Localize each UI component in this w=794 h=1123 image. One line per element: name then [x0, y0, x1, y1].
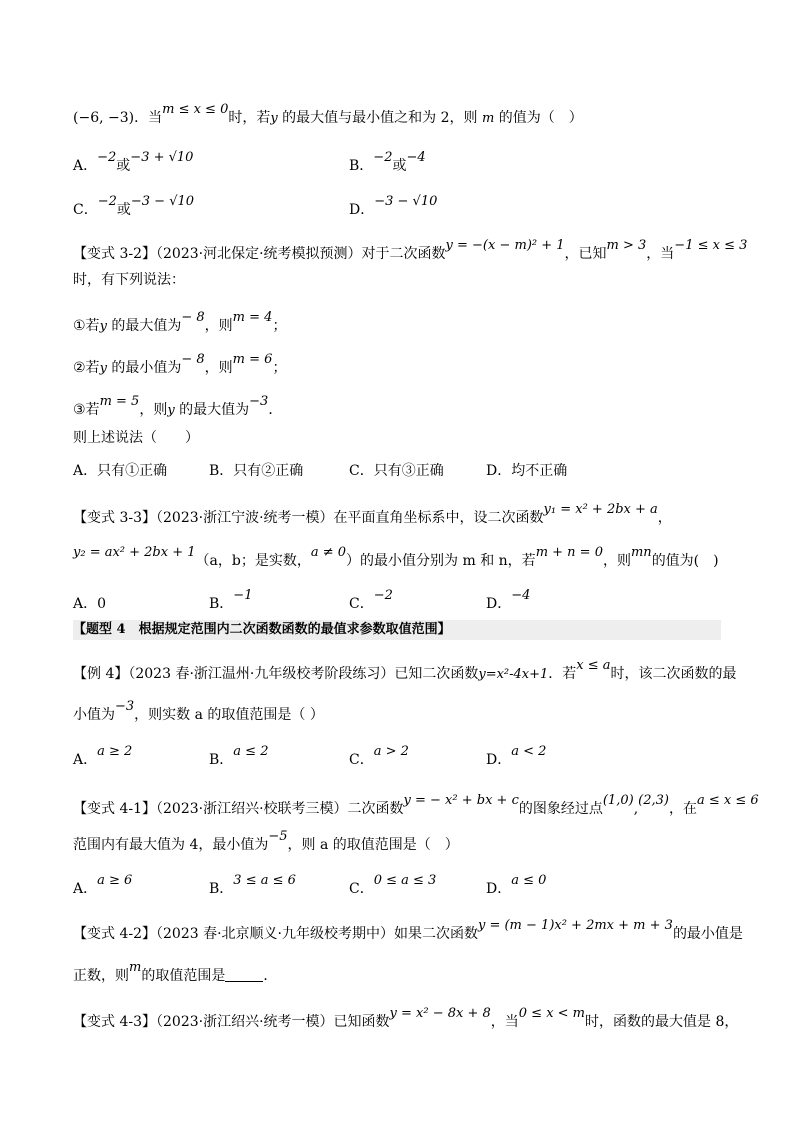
- question-3-3: 【变式 3-3】（2023·浙江宁波·统考一模）在平面直角坐标系中，设二次函数y₁ = x² + 2bx + a，: [73, 502, 672, 526]
- statement-1: ①若y 的最大值为− 8，则m = 4；: [73, 310, 287, 334]
- statement-2: ②若y 的最小值为− 8，则m = 6；: [73, 352, 287, 376]
- option-b[interactable]: B．只有②正确: [209, 463, 304, 479]
- function-math: y = x² − 8x + 8: [389, 1006, 491, 1021]
- question-4-2-line2: 正数，则m的取值范围是 ．: [73, 960, 278, 984]
- option-d[interactable]: D．a < 2: [486, 744, 547, 768]
- option-b[interactable]: B．a ≤ 2: [209, 744, 269, 768]
- option-b[interactable]: B．−1: [209, 588, 253, 612]
- option-a[interactable]: A．a ≥ 6: [73, 873, 133, 897]
- question-4-3: 【变式 4-3】（2023·浙江绍兴·统考一模）已知函数y = x² − 8x + 8，当0 ≤ x < m时，函数的最大值是 8，: [73, 1006, 739, 1030]
- option-d[interactable]: D．−4: [486, 588, 531, 612]
- function-math: y=x²-4x+1: [478, 667, 549, 682]
- section-header: 【题型 4 根据规定范围内二次函数函数的最值求参数取值范围】: [73, 620, 721, 640]
- option-a[interactable]: A．a ≥ 2: [73, 744, 133, 768]
- condition-math: m ≤ x ≤ 0: [162, 102, 229, 117]
- option-d[interactable]: D．均不正确: [486, 463, 568, 479]
- question-3-2: 【变式 3-2】（2023·河北保定·统考模拟预测）对于二次函数y = −(x − m)² + 1，已知m > 3，当−1 ≤ x ≤ 3: [73, 238, 748, 262]
- function-math: y = (m − 1)x² + 2mx + m + 3: [477, 918, 673, 933]
- option-d[interactable]: D．−3 − √10: [349, 194, 438, 218]
- statement-3: ③若m = 5，则y 的最大值为−3．: [73, 394, 283, 418]
- option-c[interactable]: C．−2: [349, 588, 393, 612]
- question-tag: 【例 4】: [73, 666, 129, 682]
- document-page: (−6, −3)．当m ≤ x ≤ 0时，若y 的最大值与最小值之和为 2，则 m 的值为（ ） A．−2或−3 + √10 B．−2或−4 C．−2或−3 − √10 D．−3 − √10 【变式 3-2】（2023·河北保定·统考模拟预测）对于二次函数y = −(x − m)² + 1，已知m > 3，当−1 ≤ x ≤ 3 时，有下列说法： ①若y 的最大值为− 8，则m = 4； ②若y 的最小值为− 8，则m = 6； ③若m = 5，则y 的最大值为−3． 则上述说法（ ） A．只有①正确 B．只有②正确 C．只有③正确 D．均不正确 【变式 3-3】（2023·浙江宁波·统考一模）在平面直角坐标系中，设二次函数y₁ = x² + 2bx + a， y₂ = ax² + 2bx + 1（a，b；是实数，a ≠ 0）的最小值分别为 m 和 n，若m + n = 0，则mn的值为( ) A．0 B．−1 C．−2 D．−4 【题型 4 根据规定范围内二次函数函数的最值求参数取值范围】 【例 4】（2023 春·浙江温州·九年级校考阶段练习）已知二次函数y=x²-4x+1．若x ≤ a时，该二次函数的最 小值为−3，则实数 a 的取值范围是（ ） A．a ≥ 2 B．a ≤ 2 C．a > 2 D．a < 2 【变式 4-1】（2023·浙江绍兴·校联考三模）二次函数y = − x² + bx + c的图象经过点(1,0),(2,3)，在a ≤ x ≤ 6 范围内有最大值为 4，最小值为−5，则 a 的取值范围是（ ） A．a ≥ 6 B．3 ≤ a ≤ 6 C．0 ≤ a ≤ 3 D．a ≤ 0 【变式 4-2】（2023 春·北京顺义·九年级校考期中）如果二次函数y = (m − 1)x² + 2mx + m + 3的最小值是 正数，则m的取值范围是 ． 【变式 4-3】（2023·浙江绍兴·统考一模）已知函数y = x² − 8x + 8，当0 ≤ x < m时，函数的最大值是 8，: [0, 0, 794, 1123]
- question-4-1-line2: 范围内有最大值为 4，最小值为−5，则 a 的取值范围是（ ）: [73, 829, 459, 853]
- interval-text: (−6, −3): [73, 110, 135, 126]
- function-math: y = − x² + bx + c: [403, 793, 519, 808]
- option-c[interactable]: C．a > 2: [349, 744, 409, 768]
- option-c[interactable]: C．只有③正确: [349, 463, 444, 479]
- question-prompt: 则上述说法（ ）: [73, 430, 199, 446]
- question-tag: 【变式 3-3】: [73, 510, 156, 526]
- option-d[interactable]: D．a ≤ 0: [486, 873, 547, 897]
- option-a[interactable]: A．0: [73, 596, 107, 612]
- question-tag: 【变式 4-2】: [73, 926, 156, 942]
- question-tag: 【变式 4-1】: [73, 801, 156, 817]
- answer-blank[interactable]: [225, 967, 263, 982]
- question-continuation: (−6, −3)．当m ≤ x ≤ 0时，若y 的最大值与最小值之和为 2，则 m 的值为（ ）: [73, 102, 583, 126]
- option-c[interactable]: C．−2或−3 − √10: [73, 194, 195, 218]
- question-tag: 【变式 4-3】: [73, 1014, 156, 1030]
- question-4-1: 【变式 4-1】（2023·浙江绍兴·校联考三模）二次函数y = − x² + bx + c的图象经过点(1,0),(2,3)，在a ≤ x ≤ 6: [73, 793, 759, 817]
- example-4-line2: 小值为−3，则实数 a 的取值范围是（ ）: [73, 699, 324, 723]
- question-4-2: 【变式 4-2】（2023 春·北京顺义·九年级校考期中）如果二次函数y = (m − 1)x² + 2mx + m + 3的最小值是: [73, 918, 743, 942]
- function-math: y = −(x − m)² + 1: [445, 238, 565, 253]
- question-tag: 【变式 3-2】: [73, 246, 156, 262]
- option-a[interactable]: A．只有①正确: [73, 463, 168, 479]
- option-a[interactable]: A．−2或−3 + √10: [73, 150, 194, 174]
- option-b[interactable]: B．−2或−4: [349, 150, 426, 174]
- function-math: y₁ = x² + 2bx + a: [543, 502, 658, 517]
- example-4: 【例 4】（2023 春·浙江温州·九年级校考阶段练习）已知二次函数y=x²-4x+1．若x ≤ a时，该二次函数的最: [73, 658, 737, 682]
- function-math: y₂ = ax² + 2bx + 1: [73, 545, 196, 560]
- option-c[interactable]: C．0 ≤ a ≤ 3: [349, 873, 437, 897]
- question-3-3-line2: y₂ = ax² + 2bx + 1（a，b；是实数，a ≠ 0）的最小值分别为 m 和 n，若m + n = 0，则mn的值为( ): [73, 545, 719, 569]
- option-b[interactable]: B．3 ≤ a ≤ 6: [209, 873, 296, 897]
